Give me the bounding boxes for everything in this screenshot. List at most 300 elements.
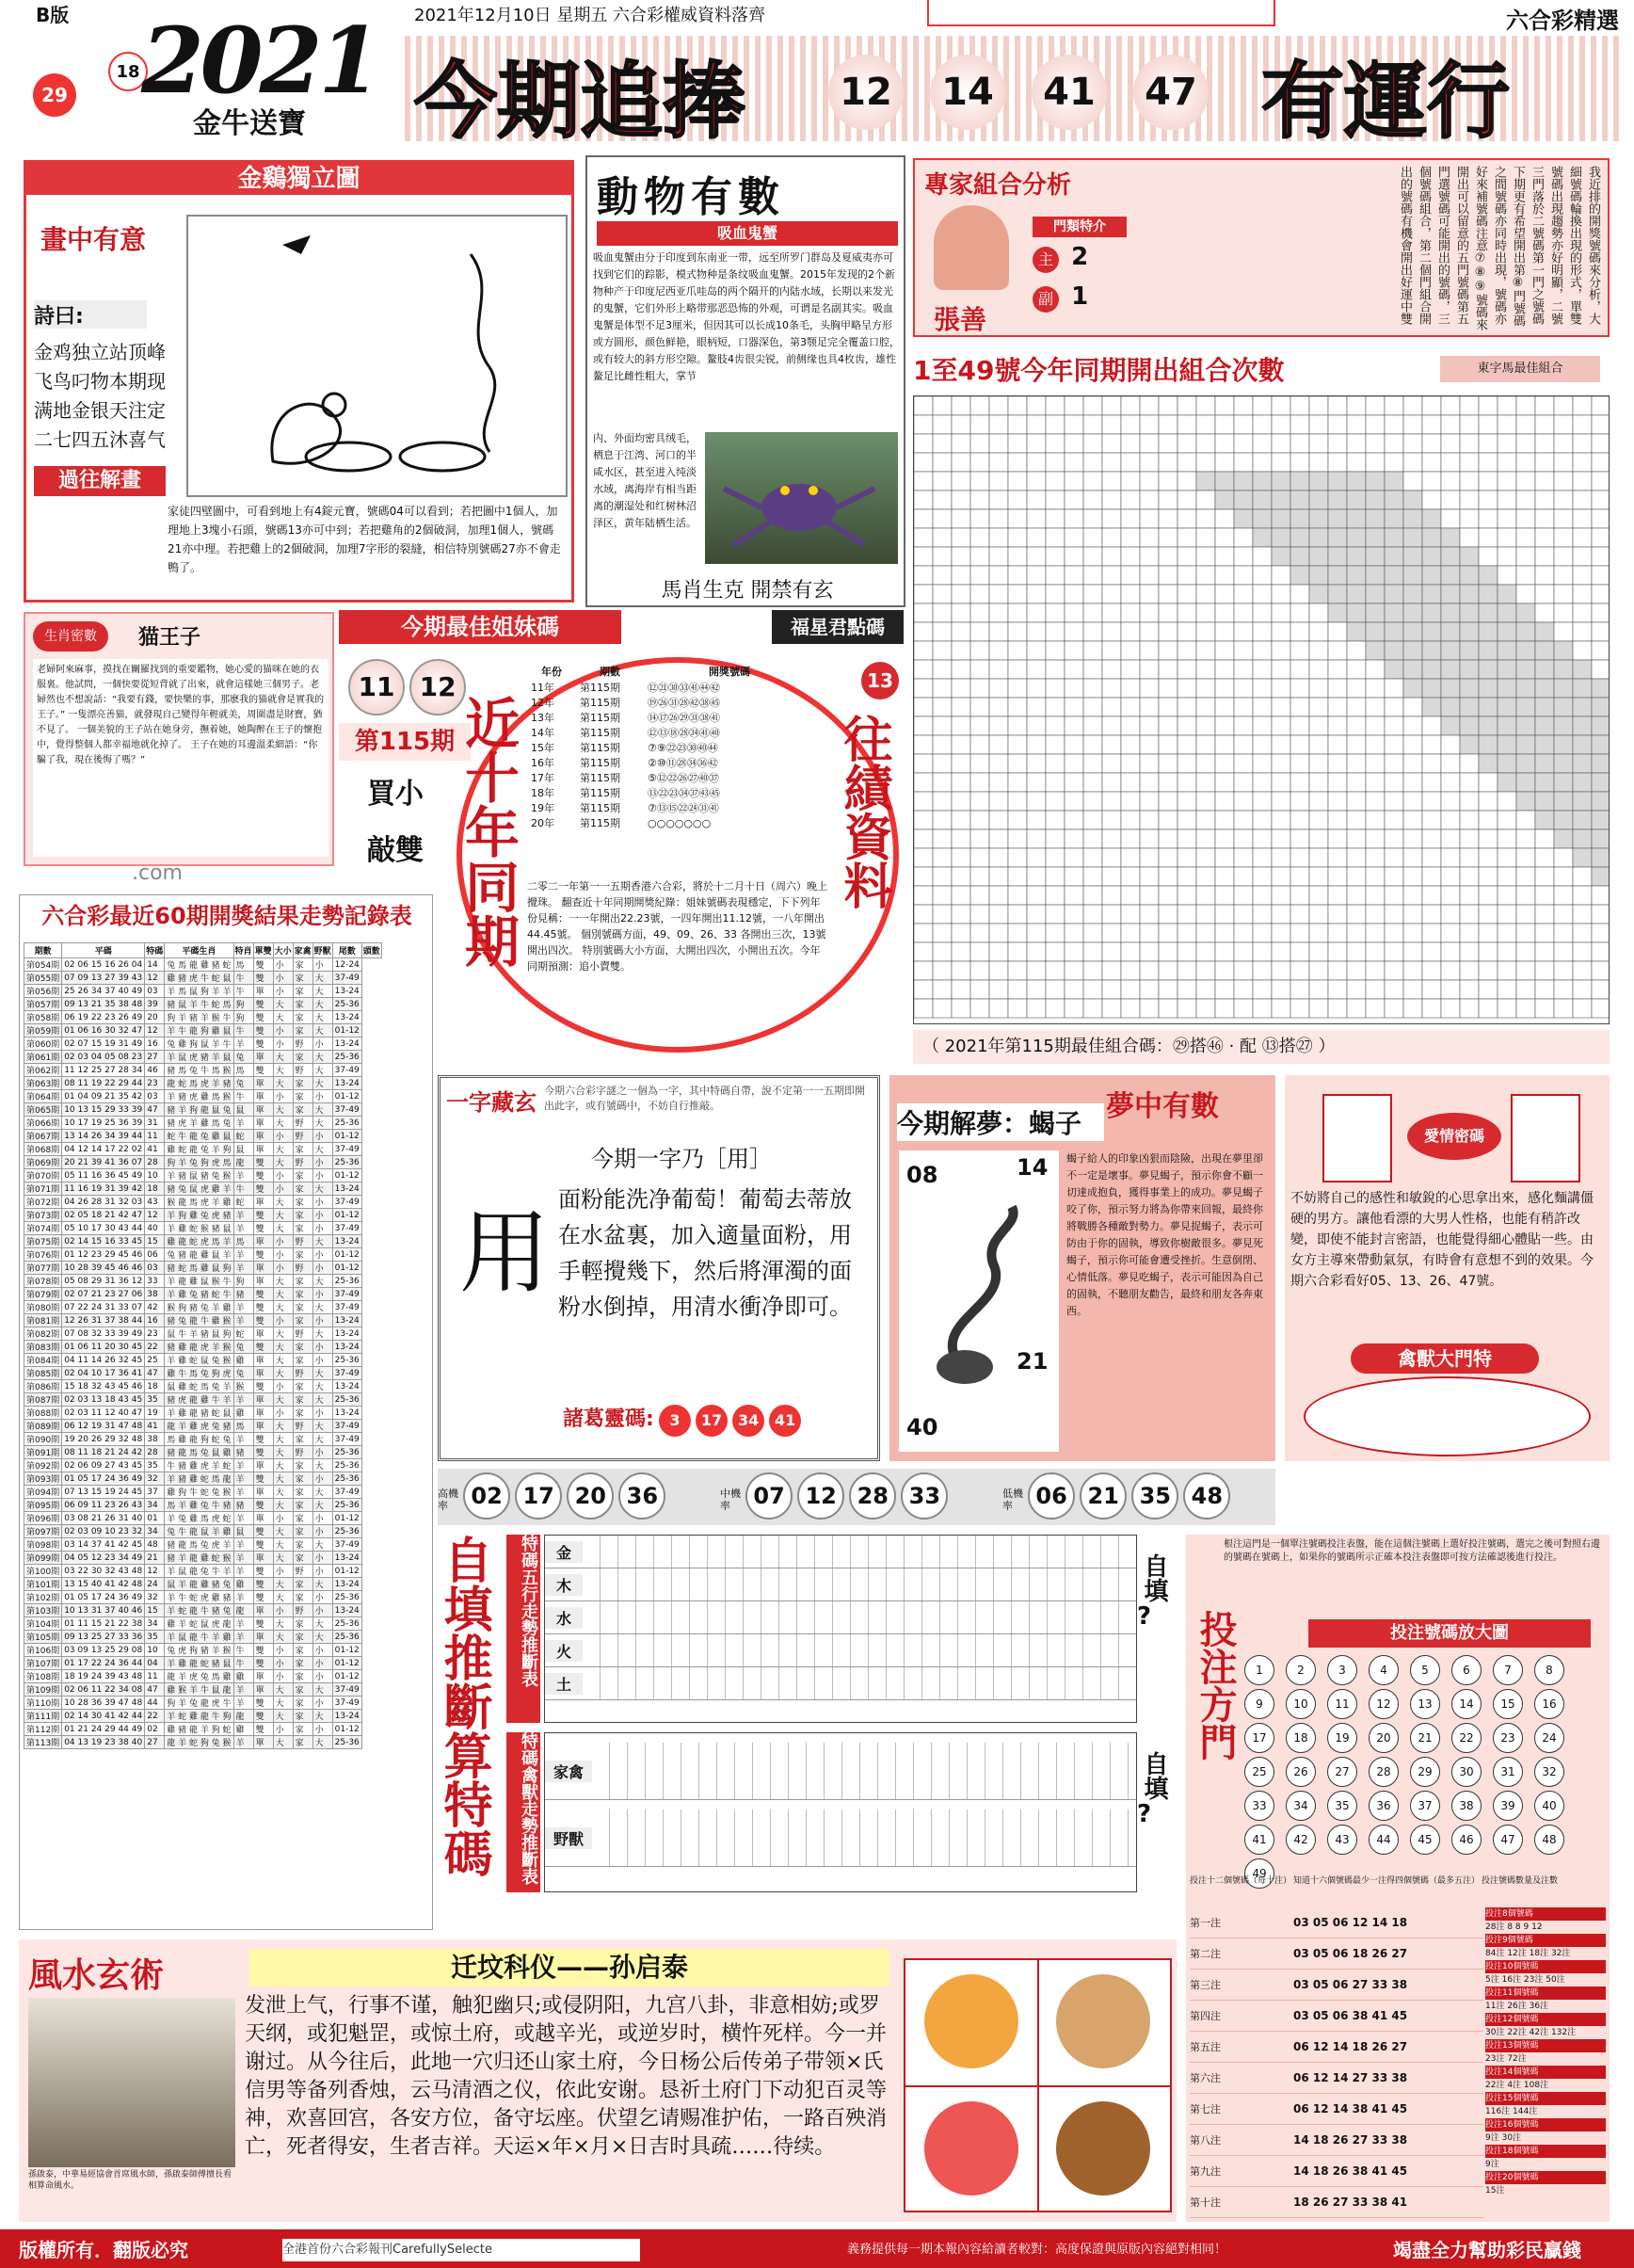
- trend-cell: 小: [273, 985, 293, 998]
- trend-cell: 13-24: [332, 1314, 361, 1327]
- bet-right-item: 22注 4注 108注: [1485, 2081, 1549, 2090]
- trend-cell: 小: [273, 1024, 293, 1037]
- trend-th: 野獸: [312, 943, 332, 958]
- freq-cell: [989, 961, 1008, 980]
- freq-cell: [1253, 811, 1272, 829]
- freq-cell: [1083, 547, 1102, 566]
- freq-cell: [952, 905, 970, 924]
- freq-cell: [1573, 679, 1592, 698]
- freq-cell: [1177, 509, 1196, 528]
- trend-cell: 02 03 04 05 08 23: [62, 1051, 145, 1064]
- freq-cell: [1177, 792, 1196, 811]
- trend-cell: 猴 龍 馬 虎 羊 雞: [165, 1196, 233, 1209]
- freq-cell: [1554, 434, 1573, 453]
- trend-row: [24, 1235, 382, 1248]
- trend-cell: 35: [145, 1459, 165, 1472]
- freq-cell: [1366, 566, 1385, 585]
- freq-cell: [1008, 660, 1027, 679]
- freq-cell: [1196, 811, 1215, 829]
- freq-cell: [1159, 453, 1177, 472]
- dream-picture: [899, 1150, 1059, 1452]
- freq-cell: [970, 867, 989, 886]
- freq-cell: [1385, 698, 1403, 716]
- freq-cell: [1441, 848, 1460, 867]
- freq-cell: [1328, 566, 1347, 585]
- rate-label: 高機率: [438, 1487, 458, 1512]
- freq-cell: [970, 585, 989, 603]
- freq-cell: [1422, 547, 1441, 566]
- freq-cell: [1196, 999, 1215, 1018]
- freq-cell: [1498, 924, 1516, 942]
- riddle-top-text: 今期六合彩字謎之一個為一字，其中特碼自帶，說不定第一一五期即開出此字，或有號碼中，不妨自行推敲。: [544, 1085, 865, 1112]
- freq-cell: [1498, 622, 1516, 641]
- freq-cell: [1592, 509, 1610, 528]
- trend-cell: 野: [293, 1156, 312, 1169]
- rooster-logo: 畫中有意: [40, 224, 147, 255]
- trend-cell: 羊 雞 兔 豬 蛇 牛: [165, 1288, 233, 1301]
- freq-cell: [1592, 942, 1610, 961]
- trend-th: 特碼: [145, 943, 165, 958]
- poem-line: 二七四五沐喜气: [34, 428, 166, 451]
- freq-cell: [1366, 980, 1385, 999]
- freq-cell: [1102, 528, 1121, 547]
- freq-cell: [1592, 811, 1610, 829]
- trend-cell: 31: [145, 1117, 165, 1130]
- trend-cell: 小: [312, 1196, 332, 1209]
- trend-cell: 第108期: [24, 1670, 62, 1683]
- trend-cell: 04 12 14 17 22 02: [62, 1143, 145, 1156]
- trend-cell: 第106期: [24, 1644, 62, 1657]
- freq-cell: [1422, 415, 1441, 434]
- trend-cell: 08 11 19 22 29 44: [62, 1077, 145, 1090]
- bet-row-nums: 18 26 27 33 38 41: [1293, 2196, 1408, 2209]
- corner-label: 六合彩精選: [1506, 8, 1619, 34]
- trend-cell: 第110期: [24, 1697, 62, 1710]
- freq-cell: [1290, 434, 1309, 453]
- freq-cell: [1347, 961, 1366, 980]
- freq-cell: [1366, 905, 1385, 924]
- freq-cell: [1347, 491, 1366, 509]
- trend-cell: 第109期: [24, 1683, 62, 1697]
- trend-cell: 01-12: [332, 1670, 361, 1683]
- freq-cell: [1366, 396, 1385, 415]
- trend-cell: 04 26 28 31 32 03: [62, 1196, 145, 1209]
- freq-cell: [1177, 698, 1196, 716]
- freq-cell: [1008, 453, 1027, 472]
- trend-cell: 大: [312, 1182, 332, 1196]
- trend-cell: 大: [312, 1301, 332, 1314]
- freq-cell: [1102, 867, 1121, 886]
- freq-cell: [1479, 547, 1498, 566]
- freq-cell: [970, 848, 989, 867]
- bet-ball: 28: [1369, 1757, 1399, 1787]
- freq-cell: [1083, 773, 1102, 792]
- freq-cell: [1046, 961, 1065, 980]
- freq-cell: [1102, 905, 1121, 924]
- freq-cell: [1441, 396, 1460, 415]
- bet-panel: [1186, 1535, 1610, 2222]
- freq-cell: [1046, 566, 1065, 585]
- trend-row: [24, 1196, 382, 1209]
- freq-cell: [1479, 603, 1498, 622]
- freq-cell: [1479, 811, 1498, 829]
- trend-cell: 25-36: [332, 1156, 361, 1169]
- trend-row: [24, 1486, 382, 1499]
- rate-num: 36: [618, 1472, 665, 1520]
- trend-cell: 06 19 22 23 26 49: [62, 1011, 145, 1024]
- trend-cell: 豬 龍 馬 兔 虎 羊: [165, 1538, 233, 1552]
- trend-cell: 牛: [233, 1090, 253, 1103]
- freq-cell: [952, 585, 970, 603]
- freq-cell: [1215, 698, 1234, 716]
- trend-cell: 大: [273, 1354, 293, 1367]
- trend-cell: 小: [312, 958, 332, 972]
- freq-cell: [970, 980, 989, 999]
- freq-cell: [1498, 792, 1516, 811]
- headline-right: 有運行: [1261, 52, 1511, 150]
- sister-badge: 13: [861, 662, 899, 700]
- freq-cell: [1385, 716, 1403, 735]
- freq-cell: [1385, 547, 1403, 566]
- freq-cell: [970, 811, 989, 829]
- trend-cell: 01 11 15 21 22 38: [62, 1617, 145, 1631]
- freq-cell: [1403, 905, 1422, 924]
- freq-cell: [1177, 848, 1196, 867]
- freq-cell: [1102, 472, 1121, 491]
- trend-cell: 12: [145, 1209, 165, 1222]
- freq-cell: [914, 961, 933, 980]
- freq-cell: [1498, 547, 1516, 566]
- freq-cell: [933, 698, 952, 716]
- freq-cell: [1366, 999, 1385, 1018]
- freq-cell: [1083, 453, 1102, 472]
- freq-cell: [1385, 735, 1403, 754]
- sister-cell: 第115期: [580, 697, 620, 709]
- freq-cell: [1516, 528, 1535, 547]
- freq-cell: [1121, 961, 1140, 980]
- trend-cell: 第054期: [24, 958, 62, 972]
- freq-cell: [1215, 415, 1234, 434]
- sister-table-grid: [527, 663, 815, 830]
- trend-cell: 大: [312, 1420, 332, 1433]
- freq-cell: [1196, 886, 1215, 905]
- trend-cell: 雙: [253, 1578, 273, 1591]
- freq-cell: [1140, 773, 1159, 792]
- freq-cell: [1272, 434, 1290, 453]
- freq-cell: [1177, 453, 1196, 472]
- freq-cell: [1422, 472, 1441, 491]
- freq-cell: [989, 622, 1008, 641]
- freq-cell: [1027, 905, 1046, 924]
- freq-cell: [970, 999, 989, 1018]
- freq-cell: [1366, 491, 1385, 509]
- trend-cell: 大: [312, 1631, 332, 1644]
- trend-cell: 雙: [253, 1591, 273, 1604]
- freq-cell: [1347, 585, 1366, 603]
- freq-cell: [1460, 829, 1479, 848]
- trend-cell: 第076期: [24, 1248, 62, 1262]
- freq-cell: [914, 905, 933, 924]
- trend-cell: 小: [312, 1512, 332, 1525]
- freq-cell: [1328, 622, 1347, 641]
- freq-cell: [1309, 754, 1328, 773]
- trend-cell: 01-12: [332, 1090, 361, 1103]
- freq-cell: [1535, 660, 1554, 679]
- trend-cell: 大: [312, 1275, 332, 1288]
- freq-cell: [1196, 491, 1215, 509]
- trend-cell: 雙: [253, 1472, 273, 1486]
- expert-subtitle: 門類特介: [1033, 217, 1127, 237]
- freq-cell: [1046, 999, 1065, 1018]
- freq-cell: [1309, 566, 1328, 585]
- freq-cell: [1140, 679, 1159, 698]
- freq-cell: [1385, 415, 1403, 434]
- freq-cell: [1422, 792, 1441, 811]
- trend-cell: 單: [253, 1117, 273, 1130]
- trend-cell: 家: [293, 1314, 312, 1327]
- freq-cell: [1215, 679, 1234, 698]
- trend-cell: 大: [273, 1275, 293, 1288]
- element-label: 水: [545, 1607, 583, 1629]
- freq-cell: [933, 829, 952, 848]
- freq-cell: [933, 434, 952, 453]
- freq-cell: [1366, 603, 1385, 622]
- freq-cell: [1027, 603, 1046, 622]
- freq-cell: [1309, 585, 1328, 603]
- freq-cell: [1498, 999, 1516, 1018]
- freq-cell: [1441, 698, 1460, 716]
- freq-cell: [1592, 905, 1610, 924]
- freq-cell: [1385, 754, 1403, 773]
- trend-cell: 01-12: [332, 1657, 361, 1670]
- sister-cell: 14年: [531, 727, 554, 739]
- trend-cell: 猴 狗 豬 兔 羊 雞: [165, 1301, 233, 1314]
- freq-cell: [1516, 679, 1535, 698]
- freq-cell: [1516, 472, 1535, 491]
- freq-cell: [1177, 942, 1196, 961]
- freq-cell: [1121, 415, 1140, 434]
- bet-right-item: 9注: [1485, 2160, 1499, 2169]
- freq-cell: [1441, 773, 1460, 792]
- trend-cell: 大: [273, 1525, 293, 1538]
- freq-cell: [1253, 396, 1272, 415]
- trend-cell: 07 08 32 33 39 49: [62, 1327, 145, 1341]
- freq-cell: [1592, 848, 1610, 867]
- freq-cell: [952, 829, 970, 848]
- trend-cell: 03 14 37 41 42 45: [62, 1538, 145, 1552]
- freq-cell: [1516, 716, 1535, 735]
- freq-cell: [1102, 848, 1121, 867]
- trend-cell: 10: [145, 1169, 165, 1182]
- freq-cell: [952, 848, 970, 867]
- freq-cell: [1046, 453, 1065, 472]
- freq-cell: [1083, 434, 1102, 453]
- trend-th: 平碼: [62, 943, 145, 958]
- trend-cell: 第075期: [24, 1235, 62, 1248]
- freq-cell: [1065, 773, 1083, 792]
- trend-row: [24, 1433, 382, 1446]
- trend-cell: 大: [273, 1538, 293, 1552]
- trend-cell: 第102期: [24, 1591, 62, 1604]
- freq-cell: [1121, 491, 1140, 509]
- freq-cell: [1516, 961, 1535, 980]
- element-cells: [583, 1601, 1136, 1633]
- trend-cell: 豬 羊 龍 雞 蛇 猴: [165, 1552, 233, 1565]
- freq-cell: [933, 641, 952, 660]
- rate-num: 35: [1131, 1472, 1178, 1520]
- freq-cell: [914, 547, 933, 566]
- freq-cell: [952, 434, 970, 453]
- bet-row-label: 第九注: [1190, 2165, 1221, 2178]
- freq-cell: [1272, 886, 1290, 905]
- freq-cell: [1441, 980, 1460, 999]
- freq-cell: [989, 547, 1008, 566]
- trend-cell: 大: [273, 1683, 293, 1697]
- freq-cell: [1460, 905, 1479, 924]
- freq-cell: [989, 829, 1008, 848]
- trend-cell: 小: [273, 1604, 293, 1617]
- bet-rows: [1190, 1907, 1483, 2218]
- freq-cell: [1008, 472, 1027, 491]
- freq-cell: [1102, 641, 1121, 660]
- freq-cell: [989, 491, 1008, 509]
- trend-cell: 25-36: [332, 1459, 361, 1472]
- table2-title: 特碼禽獸走勢推斷表: [506, 1732, 540, 1892]
- freq-cell: [1196, 679, 1215, 698]
- freq-cell: [1234, 585, 1253, 603]
- freq-cell: [1347, 660, 1366, 679]
- freq-cell: [1516, 905, 1535, 924]
- trend-cell: 25-36: [332, 1736, 361, 1749]
- trend-cell: 野: [293, 1565, 312, 1578]
- freq-cell: [1290, 472, 1309, 491]
- freq-cell: [1027, 679, 1046, 698]
- freq-cell: [1008, 905, 1027, 924]
- love-title: 愛情密碼: [1407, 1113, 1501, 1160]
- trend-cell: 羊: [233, 1552, 253, 1565]
- freq-cell: [1008, 491, 1027, 509]
- freq-cell: [1385, 509, 1403, 528]
- trend-cell: 大: [312, 998, 332, 1011]
- freq-cell: [1008, 735, 1027, 754]
- trend-cell: 兔 牛 龍 鼠 羊 雞: [165, 1525, 233, 1538]
- freq-cell: [914, 942, 933, 961]
- hot-number: 12: [828, 55, 904, 130]
- freq-cell: [1441, 415, 1460, 434]
- trend-cell: 38: [145, 1433, 165, 1446]
- freq-cell: [1159, 754, 1177, 773]
- trend-cell: 第096期: [24, 1512, 62, 1525]
- freq-cell: [1272, 622, 1290, 641]
- freq-cell: [1196, 547, 1215, 566]
- trend-cell: 家: [293, 1670, 312, 1683]
- freq-cell: [1554, 622, 1573, 641]
- trend-cell: 09 13 21 35 38 48: [62, 998, 145, 1011]
- freq-cell: [1385, 679, 1403, 698]
- freq-cell: [1535, 792, 1554, 811]
- freq-cell: [1592, 453, 1610, 472]
- trend-cell: 雙: [253, 1617, 273, 1631]
- trend-cell: 10: [145, 1644, 165, 1657]
- trend-cell: 23: [145, 1327, 165, 1341]
- freq-cell: [1215, 999, 1234, 1018]
- freq-cell: [1177, 829, 1196, 848]
- freq-cell: [989, 453, 1008, 472]
- trend-cell: 羊: [233, 1117, 253, 1130]
- freq-cell: [914, 396, 933, 415]
- trend-cell: 第062期: [24, 1064, 62, 1077]
- fengshui-panel: [19, 1939, 1177, 2222]
- trend-cell: 大: [312, 1011, 332, 1024]
- animal-numbers-panel: [585, 155, 905, 607]
- freq-cell: [1065, 585, 1083, 603]
- freq-cell: [1121, 924, 1140, 942]
- freq-cell: [1347, 566, 1366, 585]
- freq-cell: [933, 491, 952, 509]
- freq-cell: [989, 472, 1008, 491]
- trend-cell: 04 11 14 26 32 45: [62, 1354, 145, 1367]
- freq-cell: [1535, 434, 1554, 453]
- freq-cell: [1328, 434, 1347, 453]
- trend-cell: 大: [312, 1117, 332, 1130]
- trend-cell: 12: [145, 1565, 165, 1578]
- trend-cell: 09 13 25 27 33 36: [62, 1631, 145, 1644]
- freq-cell: [1083, 792, 1102, 811]
- explain-label: 過往解畫: [34, 466, 166, 496]
- trend-cell: 雙: [253, 1248, 273, 1262]
- sister-row: [527, 710, 815, 725]
- freq-cell: [989, 792, 1008, 811]
- freq-cell: [1328, 547, 1347, 566]
- trend-cell: 雙: [253, 1314, 273, 1327]
- sister-cell: 15年: [531, 742, 554, 754]
- bet-row-label: 第十注: [1190, 2196, 1221, 2209]
- trend-cell: 小: [312, 1222, 332, 1235]
- freq-cell: [1027, 622, 1046, 641]
- freq-cell: [1290, 660, 1309, 679]
- freq-cell: [1272, 509, 1290, 528]
- rate-group: [720, 1472, 998, 1521]
- trend-cell: 04: [145, 1657, 165, 1670]
- freq-cell: [1215, 622, 1234, 641]
- freq-cell: [1196, 698, 1215, 716]
- trend-row: [24, 1011, 382, 1024]
- trend-cell: 25-36: [332, 1617, 361, 1631]
- freq-cell: [1441, 811, 1460, 829]
- freq-cell: [952, 754, 970, 773]
- freq-cell: [1460, 735, 1479, 754]
- trend-cell: 家: [293, 1301, 312, 1314]
- freq-cell: [1573, 716, 1592, 735]
- freq-cell: [1102, 453, 1121, 472]
- freq-cell: [989, 679, 1008, 698]
- freq-cell: [914, 867, 933, 886]
- trend-cell: 01-12: [332, 1723, 361, 1736]
- freq-cell: [1309, 829, 1328, 848]
- freq-cell: [1234, 528, 1253, 547]
- freq-cell: [1065, 566, 1083, 585]
- freq-cell: [1460, 528, 1479, 547]
- freq-cell: [1027, 848, 1046, 867]
- trend-cell: 35: [145, 1393, 165, 1407]
- trend-cell: 11: [145, 1130, 165, 1143]
- freq-cell: [1573, 622, 1592, 641]
- bet-row-nums: 14 18 26 38 41 45: [1293, 2164, 1408, 2178]
- freq-cell: [933, 622, 952, 641]
- freq-cell: [1403, 434, 1422, 453]
- freq-cell: [1403, 942, 1422, 961]
- trend-cell: 23: [145, 1077, 165, 1090]
